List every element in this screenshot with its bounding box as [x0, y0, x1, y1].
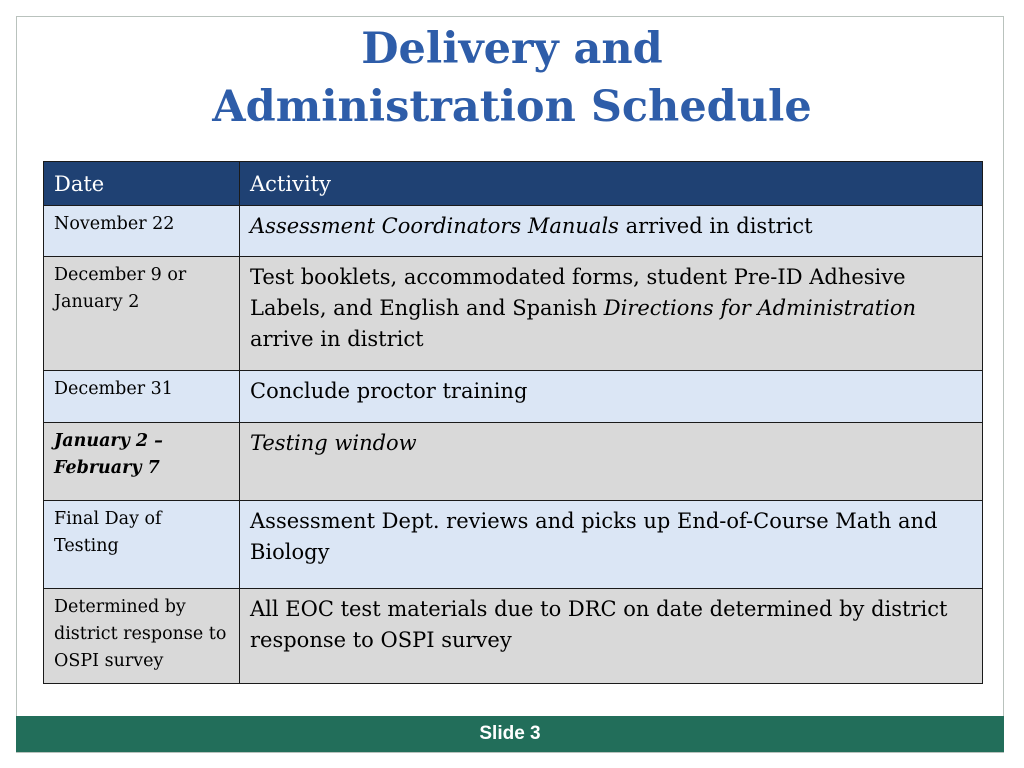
- table-row: [44, 206, 983, 257]
- schedule-table: [43, 161, 983, 684]
- header-date: Date: [44, 162, 240, 206]
- row-activity: [240, 257, 983, 371]
- activity-text-end: arrive in district: [250, 327, 424, 351]
- table-row: [44, 423, 983, 501]
- row-date: December 31: [44, 371, 240, 423]
- row-date: Determined by district response to OSPI survey: [44, 589, 240, 684]
- row-activity: Testing window: [240, 423, 983, 501]
- header-activity: Activity: [240, 162, 983, 206]
- title-line-2: Administration Schedule: [212, 82, 812, 132]
- table-row: [44, 501, 983, 589]
- slide-number: Slide 3: [479, 723, 541, 744]
- row-date: November 22: [44, 206, 240, 257]
- title-line-1: Delivery and: [361, 24, 663, 74]
- row-date: December 9 or January 2: [44, 257, 240, 371]
- table-row: [44, 371, 983, 423]
- table-row: [44, 257, 983, 371]
- row-date: Final Day of Testing: [44, 501, 240, 589]
- row-date: January 2 – February 7: [44, 423, 240, 501]
- row-activity: All EOC test materials due to DRC on date determined by district response to OSPI survey: [240, 589, 983, 684]
- row-activity: Conclude proctor training: [240, 371, 983, 423]
- activity-italic-text: Directions for Administration: [603, 296, 917, 320]
- activity-text: arrived in district: [618, 214, 813, 238]
- slide-title: [0, 20, 1024, 136]
- activity-italic-text: Assessment Coordinators Manuals: [250, 214, 619, 238]
- footer-bar: [16, 716, 1004, 752]
- activity-text: Test booklets, accommodated forms, student Pre-ID Adhesive Labels, and English and Spanish: [250, 265, 906, 320]
- row-activity: [240, 206, 983, 257]
- table-header-row: [44, 162, 983, 206]
- row-activity: Assessment Dept. reviews and picks up End-of-Course Math and Biology: [240, 501, 983, 589]
- table-row: [44, 589, 983, 684]
